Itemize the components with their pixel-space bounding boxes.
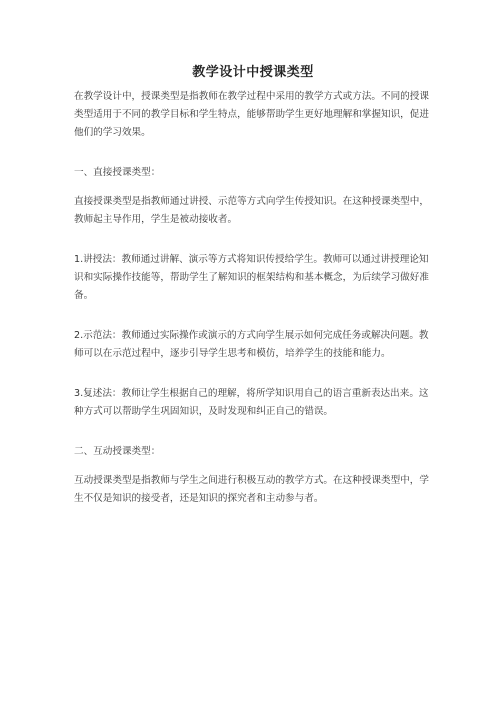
section-heading-interactive: 二、互动授课类型： [74,446,161,457]
spacer [74,305,432,327]
lecture-method-paragraph: 1.讲授法：教师通过讲解、演示等方式将知识传授给学生。教师可以通过讲授理论知识和实际操作技能等，帮助学生了解知识的框架结构和基本概念，为后续学习做好准备。 [74,254,429,301]
section-heading-direct: 一、直接授课类型： [74,167,161,178]
spacer [74,142,432,164]
retelling-method-paragraph: 3.复述法：教师让学生根据自己的理解，将所学知识用自己的语言重新表达出来。这种方式可以帮助学生巩固知识，及时发现和纠正自己的错误。 [74,388,429,417]
spacer [74,182,432,193]
spacer [74,421,432,443]
document-title: 教学设计中授课类型 [192,65,314,80]
interactive-description-paragraph: 互动授课类型是指教师与学生之间进行积极互动的教学方式。在这种授课类型中，学生不仅是知识的接受者，还是知识的探究者和主动参与者。 [74,475,429,504]
demonstration-method-paragraph: 2.示范法：教师通过实际操作或演示的方式向学生展示如何完成任务或解决问题。教师可以在示范过程中，逐步引导学生思考和模仿，培养学生的技能和能力。 [74,330,429,359]
intro-paragraph: 在教学设计中，授课类型是指教师在教学过程中采用的教学方式或方法。不同的授课类型适用于不同的教学目标和学生特点，能够帮助学生更好地理解和掌握知识，促进他们的学习效果。 [74,91,429,138]
direct-description-paragraph: 直接授课类型是指教师通过讲授、示范等方式向学生传授知识。在这种授课类型中，教师起主导作用，学生是被动接收者。 [74,196,429,225]
spacer [74,229,432,251]
spacer [74,461,432,472]
spacer [74,363,432,385]
